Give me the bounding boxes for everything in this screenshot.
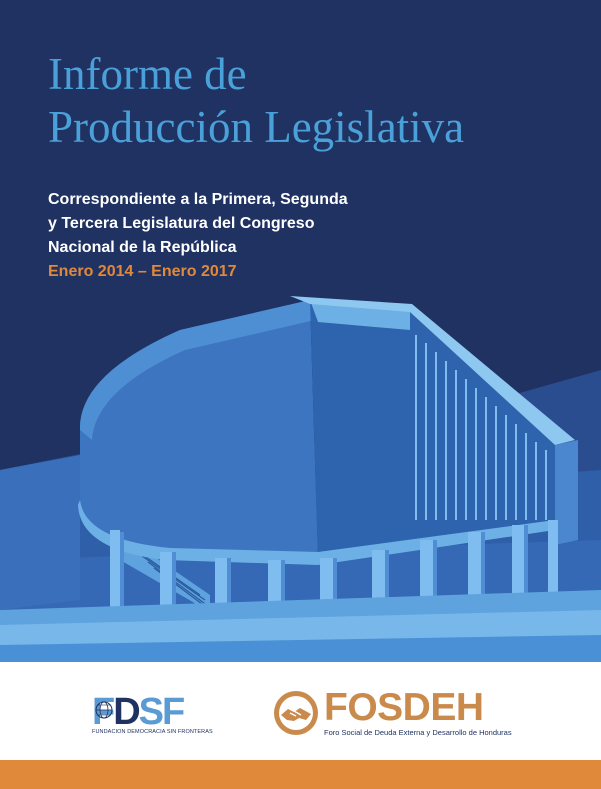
subtitle-line-3: Nacional de la República (48, 239, 237, 256)
handshake-icon (272, 689, 320, 737)
report-subtitle (48, 188, 348, 284)
subtitle-line-2: y Tercera Legislatura del Congreso (48, 215, 315, 232)
subtitle-line-1: Correspondiente a la Primera, Segunda (48, 191, 348, 208)
fosdeh-logo (272, 686, 522, 746)
date-range: Enero 2014 – Enero 2017 (48, 263, 237, 280)
report-title (48, 48, 464, 154)
fdsf-letters-sf: SF (138, 691, 184, 733)
fdsf-letter-d: D (113, 691, 139, 733)
report-title-line-1: Informe de (48, 49, 247, 99)
fosdeh-tagline: Foro Social de Deuda Externa y Desarrollo de Honduras (324, 728, 512, 737)
report-title-line-2: Producción Legislativa (48, 102, 465, 152)
globe-icon (94, 695, 114, 725)
fdsf-letter-f: F (92, 691, 114, 733)
fdsf-tagline: FUNDACION DEMOCRACIA SIN FRONTERAS (92, 729, 213, 735)
footer-accent-bar (0, 760, 601, 789)
fdsf-logo (92, 693, 214, 741)
fosdeh-wordmark: FOSDEH (324, 686, 484, 729)
